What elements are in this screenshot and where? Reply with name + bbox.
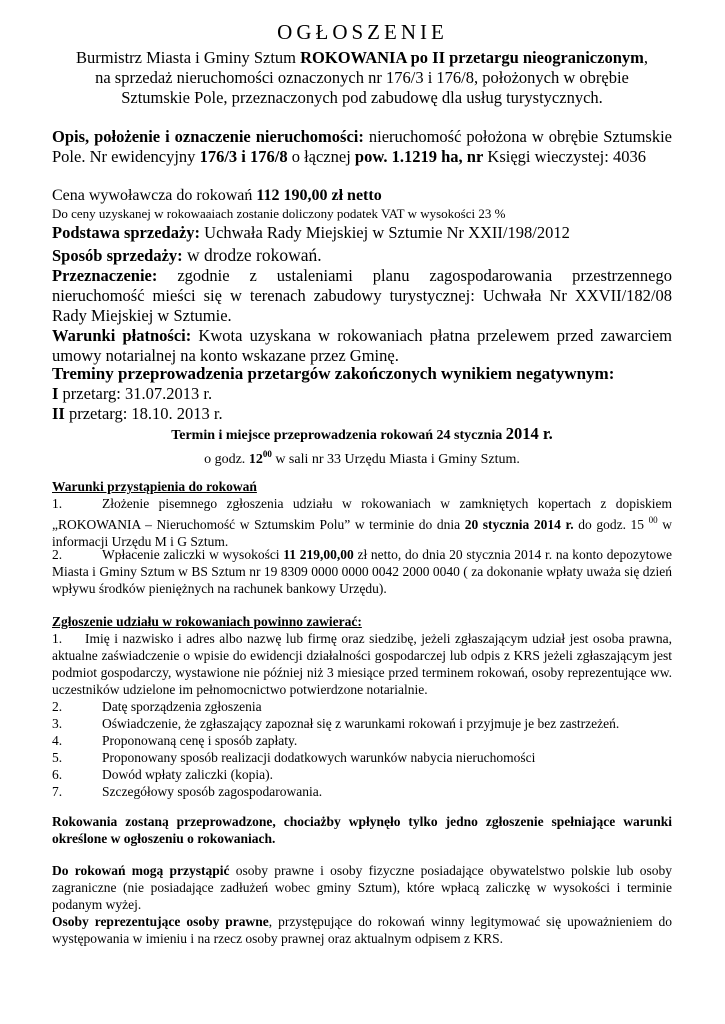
header-line1-bold: ROKOWANIA po II przetargu nieograniczonym xyxy=(300,48,644,67)
warunki-platnosci-text: Kwota uzyskana w rokowaniach płatna przelewem przed zawarciem umowy notarialnej na konto wskazane przez Gminę. xyxy=(52,326,672,365)
list-item xyxy=(52,715,672,732)
list-item-text: Proponowaną cenę i sposób zapłaty. xyxy=(102,733,298,748)
list-item-text: Datę sporządzenia zgłoszenia xyxy=(102,699,262,714)
termin-rokowan-minutes: 00 xyxy=(262,449,272,459)
list-item-text: Szczegółowy sposób zagospodarowania. xyxy=(102,784,323,799)
list-item-num: 1. xyxy=(52,631,63,646)
list-item xyxy=(52,766,672,783)
page-title: OGŁOSZENIE xyxy=(277,20,448,44)
header-line3: Sztumskie Pole, przeznaczonych pod zabudowę dla usług turystycznych. xyxy=(121,88,603,107)
warunki-platnosci-paragraph xyxy=(52,326,672,366)
cena-line xyxy=(52,187,672,205)
termin-rokowan-block xyxy=(52,425,672,469)
warunki-item-2-num: 2. xyxy=(52,547,63,562)
terminy-p2-text: przetarg: 18.10. 2013 r. xyxy=(64,404,223,423)
list-item-text: Proponowany sposób realizacji dodatkowych warunków nabycia nieruchomości xyxy=(102,750,536,765)
warunki-item-2-text-a: Wpłacenie zaliczki w wysokości xyxy=(102,547,284,562)
przeznaczenie-label: Przeznaczenie: xyxy=(52,266,158,285)
terminy-heading xyxy=(52,364,672,384)
vat-note: Do ceny uzyskanej w rokowaaiach zostanie doliczony podatek VAT w wysokości 23 % xyxy=(52,206,506,221)
opis-text1: nieruchomość położona w obrębie Sztumskie Pole. Nr ewidencyjny xyxy=(52,127,672,166)
rokowania-note-text: Rokowania zostaną przeprowadzone, chociażby wpłynęło tylko jedno zgłoszenie spełniające warunki określone w ogłoszeniu o rokowaniach. xyxy=(52,814,672,846)
list-item-text: Imię i nazwisko i adres albo nazwę lub firmę oraz siedzibę, jeżeli zgłaszającym udział jest osoba prawna, aktualne zaświadczenie o wpisie do ewidencji działalności gospodarczej lub odpis z KRS jeżeli zgłaszającym jest podmiot gospodarczy, wystawione nie później niż 3 miesiące przed terminem rokowań, osoby reprezentujące ww. uczestników udzielone im pełnomocnictwo potwierdzone notarialnie. xyxy=(52,631,672,697)
termin-rokowan-place: w sali nr 33 Urzędu Miasta i Gminy Sztum. xyxy=(271,452,520,467)
header-block xyxy=(52,48,672,108)
warunki-item-1 xyxy=(52,495,672,550)
podstawa-line xyxy=(52,223,672,243)
warunki-item-1-text-c: w informacji Urzędu M i G Sztum. xyxy=(52,517,673,549)
warunki-item-2-text-b: zł netto, do dnia 20 stycznia 2014 r. na konto depozytowe Miasta i Gminy Sztum w BS Sztum nr 19 8309 0000 0000 0042 2000 0040 ( za dokonanie wpłaty uważa się dzień wpływu środków pieniężnych na rachunek bankowy Urzędu). xyxy=(52,547,672,596)
warunki-item-1-text-b: do godz. 15 xyxy=(573,517,649,532)
list-item xyxy=(52,783,672,800)
header-line1-post: , xyxy=(643,48,648,67)
cena-value: 112 190,00 zł netto xyxy=(256,187,382,204)
list-item xyxy=(52,698,672,715)
header-line2: na sprzedaż nieruchomości oznaczonych nr 176/3 i 176/8, położonych w obrębie xyxy=(95,68,629,87)
list-item-num: 4. xyxy=(52,733,63,748)
terminy-p1-num: I xyxy=(52,384,59,403)
opis-text2: o łącznej xyxy=(287,147,355,166)
terminy-list xyxy=(52,384,672,424)
do-rokowan-label: Do rokowań mogą przystąpić xyxy=(52,863,230,878)
osoby-text: , przystępujące do rokowań winny legitymować się upoważnieniem do występowania w imieniu i na rzecz osoby prawnej oraz aktualnym odpisem z KRS. xyxy=(52,914,672,946)
podstawa-text: Uchwała Rady Miejskiej w Sztumie Nr XXII/198/2012 xyxy=(200,223,570,242)
opis-parcels: 176/3 i 176/8 xyxy=(199,147,288,166)
warunki-item-1-num: 1. xyxy=(52,496,63,511)
sposob-text: w drodze rokowań. xyxy=(182,245,322,265)
opis-label: Opis, położenie i oznaczenie nieruchomości: xyxy=(52,127,364,146)
osoby-label: Osoby reprezentujące osoby prawne xyxy=(52,914,269,929)
osoby-paragraph xyxy=(52,913,672,947)
opis-area: pow. 1.1219 ha, nr xyxy=(354,147,484,166)
warunki-item-1-sup: 00 xyxy=(648,515,658,525)
zgloszenie-title: Zgłoszenie udziału w rokowaniach powinno zawierać: xyxy=(52,614,362,629)
termin-rokowan-godz: o godz. xyxy=(204,452,249,467)
list-item-text: Oświadczenie, że zgłaszający zapoznał się z warunkami rokowań i przyjmuje je bez zastrzeżeń. xyxy=(102,716,620,731)
sposob-label: Sposób sprzedaży: xyxy=(52,246,183,265)
list-item-num: 6. xyxy=(52,767,63,782)
zgloszenie-heading xyxy=(52,613,672,630)
warunki-przystapienia-heading xyxy=(52,478,672,495)
opis-paragraph xyxy=(52,127,672,167)
termin-rokowan-year: 2014 r. xyxy=(505,424,553,443)
do-rokowan-text: osoby prawne i osoby fizyczne posiadające obywatelstwo polskie lub osoby zagraniczne (nie posiadające zadłużeń wobec gminy Sztum), które wpłacą zaliczkę w wysokości i terminie podanym wyżej. xyxy=(52,863,672,912)
zgloszenie-list xyxy=(52,630,672,800)
warunki-item-1-text-a: Złożenie pisemnego zgłoszenia udziału w rokowaniach w zamkniętych kopertach z dopiskiem „ROKOWANIA – Nieruchomość w Sztumskim Polu” w terminie do dnia xyxy=(52,496,672,532)
przeznaczenie-paragraph xyxy=(52,266,672,326)
rokowania-note xyxy=(52,813,672,847)
podstawa-label: Podstawa sprzedaży: xyxy=(52,223,201,242)
terminy-p1-text: przetarg: 31.07.2013 r. xyxy=(58,384,213,403)
list-item xyxy=(52,630,672,698)
terminy-label: Treminy przeprowadzenia przetargów zakończonych wynikiem negatywnym: xyxy=(52,364,615,383)
list-item-num: 5. xyxy=(52,750,63,765)
przeznaczenie-text: zgodnie z ustaleniami planu zagospodarowania przestrzennego nieruchomość mieści się w terenach zabudowy turystycznej: Uchwała Nr XXVII/182/08 Rady Miejskiej w Sztumie. xyxy=(52,266,672,325)
warunki-platnosci-label: Warunki płatności: xyxy=(52,326,192,345)
list-item-num: 3. xyxy=(52,716,63,731)
opis-text3: Księgi wieczystej: 4036 xyxy=(483,147,646,166)
warunki-przystapienia-title: Warunki przystąpienia do rokowań xyxy=(52,479,257,494)
termin-rokowan-line1: Termin i miejsce przeprowadzenia rokowań 24 stycznia xyxy=(171,428,506,443)
list-item-text: Dowód wpłaty zaliczki (kopia). xyxy=(102,767,273,782)
warunki-item-2-amount: 11 219,00,00 xyxy=(283,547,354,562)
list-item-num: 7. xyxy=(52,784,63,799)
list-item xyxy=(52,732,672,749)
termin-rokowan-hour: 12 xyxy=(248,452,263,467)
do-rokowan-paragraph xyxy=(52,862,672,913)
list-item-num: 2. xyxy=(52,699,63,714)
cena-label: Cena wywoławcza do rokowań xyxy=(52,187,257,204)
warunki-item-2 xyxy=(52,546,672,597)
terminy-p2-num: II xyxy=(52,404,65,423)
header-line1-pre: Burmistrz Miasta i Gminy Sztum xyxy=(76,48,296,67)
warunki-item-1-date: 20 stycznia 2014 r. xyxy=(464,517,574,532)
sposob-line xyxy=(52,245,672,266)
list-item xyxy=(52,749,672,766)
